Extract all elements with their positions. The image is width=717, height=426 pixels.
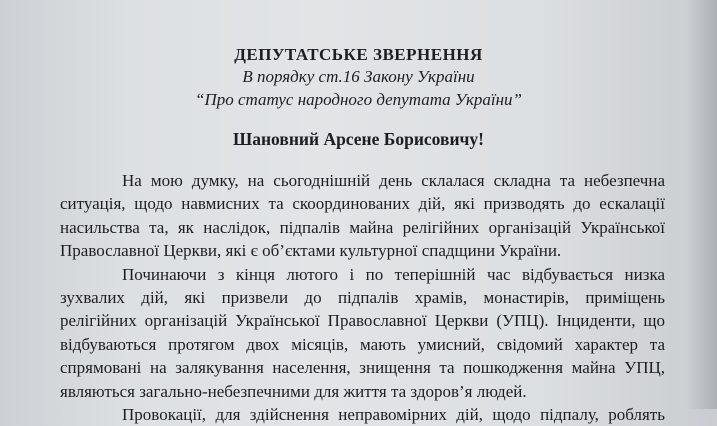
paragraph-3 xyxy=(60,403,665,426)
paragraph-line: зухвалих дій, які призвели до підпалів храмів, монастирів, приміщень xyxy=(60,287,665,307)
paragraph-2 xyxy=(60,263,665,403)
salutation: Шановний Арсене Борисовичу! xyxy=(233,129,484,149)
paragraph-line: насильства та, як наслідок, підпалів майна релігійних організацій Української xyxy=(60,217,665,237)
paragraph-line: ситуація, щодо навмисних та скоординованих дій, які призводять до ескалації xyxy=(60,194,665,214)
paragraph-line: Православної Церкви, які є об’єктами культурної спадщини України. xyxy=(60,241,562,261)
paragraph-line: спрямовані на залякування населення, знищення та пошкодження майна УПЦ, xyxy=(60,358,665,378)
paragraph-line: відбуваються протягом двох місяців, мають умисний, свідомий характер та xyxy=(60,334,665,354)
paragraph-line: являються загально-небезпечними для життя та здоров’я людей. xyxy=(60,381,527,401)
document-title: ДЕПУТАТСЬКЕ ЗВЕРНЕННЯ xyxy=(234,45,483,64)
document-subtitle-law-article: В порядку ст.16 Закону України xyxy=(242,67,475,86)
paragraph-line: На мою думку, на сьогоднішній день склалася складна та небезпечна xyxy=(122,171,665,190)
paragraph-1 xyxy=(60,169,665,263)
document-subtitle-law-name: “Про статус народного депутата України” xyxy=(194,90,523,109)
letter-body xyxy=(60,169,665,426)
paragraph-line: Провокації, для здійснення неправомірних дій, щодо підпалу, роблять xyxy=(122,404,665,424)
paragraph-line: Починаючи з кінця лютого і по теперішній час відбувається низка xyxy=(122,264,665,284)
paragraph-line: релігійних організацій Української Православної Церкви (УПЦ). Інциденти, що xyxy=(60,311,665,331)
